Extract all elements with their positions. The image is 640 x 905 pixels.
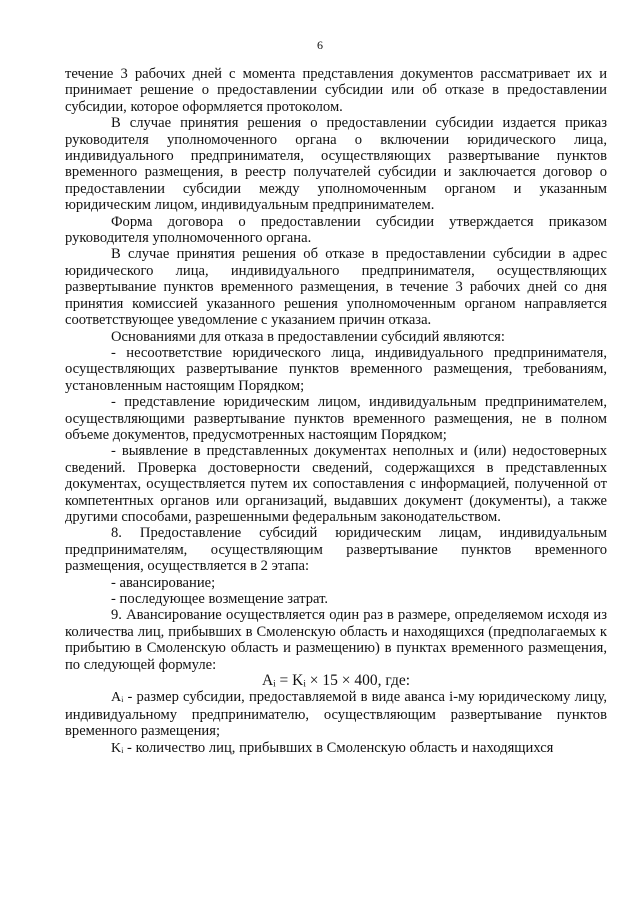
paragraph-5: Основаниями для отказа в предоставлении субсидий являются: bbox=[111, 328, 505, 345]
page-number: 6 bbox=[317, 38, 323, 52]
paragraph-2: В случае принятия решения о предоставлении субсидии издается приказ руководителя уполномоченного органа о включении юридического лица, индивидуального предпринимателя, осуществляющих развертывание пунктов временного размещения, в реестр получателей субсидии и заключается договор о предоставлении субсидии между уполномоченным органом и указанным юридическим лицом, индивидуальным предпринимателем. bbox=[65, 115, 607, 214]
paragraph-1: течение 3 рабочих дней с момента представления документов рассматривает их и принимает решение о предоставлении субсидии или об отказе в предоставлении субсидии, которое оформляется протоколом. bbox=[65, 66, 607, 115]
definition-k-symbol: Kᵢ bbox=[111, 740, 124, 756]
paragraph-7: - представление юридическим лицом, индивидуальным предпринимателем, осуществляющими развертывание пунктов временного размещения, не в полном объеме документов, предусмотренных настоящим Порядком; bbox=[65, 394, 607, 443]
definition-k-text: - количество лиц, прибывших в Смоленскую область и находящихся bbox=[123, 739, 554, 756]
paragraph-6: - несоответствие юридического лица, индивидуального предпринимателя, осуществляющих развертывание пунктов временного размещения, требованиям, установленным настоящим Порядком; bbox=[65, 344, 607, 394]
paragraph-4: В случае принятия решения об отказе в предоставлении субсидии в адрес юридического лица, индивидуального предпринимателя, осуществляющих развертывание пунктов временного размещения, в течение 3 рабочих дней со дня принятия комиссией указанного решения уполномоченным органом направляется соответствующее уведомление с указанием причин отказа. bbox=[65, 246, 607, 329]
formula: Aᵢ = Kᵢ × 15 × 400, где: bbox=[261, 672, 411, 690]
paragraph-10: - авансирование; bbox=[111, 574, 216, 591]
paragraph-9: 8. Предоставление субсидий юридическим лицам, индивидуальным предпринимателям, осуществляющим развертывание пунктов временного размещения, осуществляется в 2 этапа: bbox=[65, 525, 607, 575]
paragraph-3: Форма договора о предоставлении субсидии утверждается приказом руководителя уполномоченного органа. bbox=[65, 213, 607, 247]
document-body bbox=[65, 66, 607, 757]
definition-a-text: - размер субсидии, предоставляемой в виде аванса i-му юридическому лицу, индивидуальному предпринимателю, осуществляющим развертывание пунктов временного размещения; bbox=[65, 689, 607, 740]
paragraph-11: - последующее возмещение затрат. bbox=[111, 591, 329, 607]
definition-k bbox=[65, 740, 607, 757]
definition-a bbox=[65, 689, 607, 739]
definition-a-symbol: Aᵢ bbox=[111, 690, 124, 706]
paragraph-8: - выявление в представленных документах неполных и (или) недостоверных сведений. Проверка достоверности сведений, содержащихся в представленных документах, осуществляется путем их сопоставления с информацией, полученной от компетентных органов или организаций, выдавших документ (документы), а также другими способами, разрешенными федеральным законодательством. bbox=[65, 443, 607, 525]
paragraph-12: 9. Авансирование осуществляется один раз в размере, определяемом исходя из количества лиц, прибывших в Смоленскую область и находящихся (предполагаемых к прибытию в Смоленскую область и размещению) в пунктах временного размещения, по следующей формуле: bbox=[65, 607, 607, 673]
